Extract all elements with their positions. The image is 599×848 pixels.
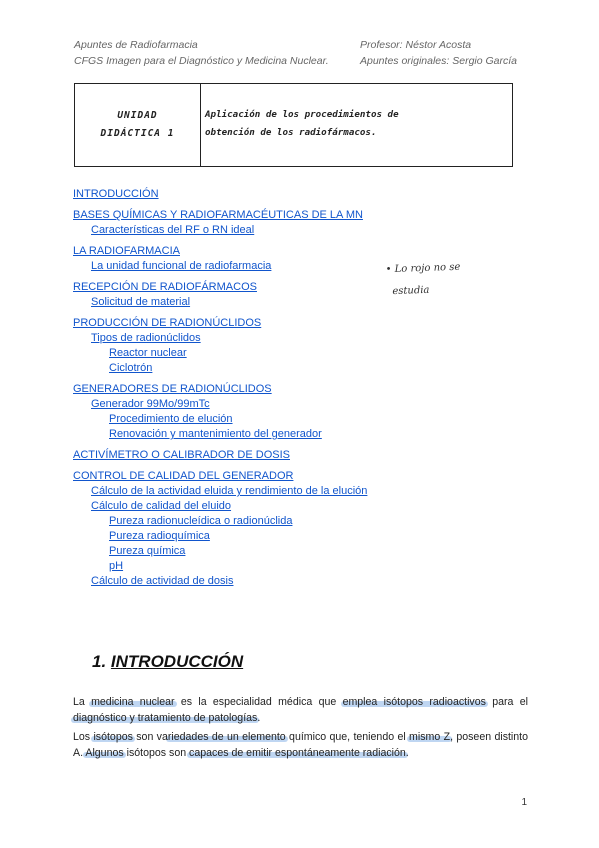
paragraph-isotopos — [73, 730, 528, 761]
toc-introduccion[interactable]: INTRODUCCIÓN — [73, 188, 159, 200]
toc-produccion[interactable]: PRODUCCIÓN DE RADIONÚCLIDOS — [73, 317, 262, 329]
header-left — [74, 37, 329, 69]
text: es la especialidad médica que — [174, 696, 343, 708]
unit-title-line2: obtención de los radiofármacos. — [205, 127, 377, 138]
toc-recepcion[interactable]: RECEPCIÓN DE RADIOFÁRMACOS — [73, 281, 257, 293]
highlight-diagnostico: diagnóstico y tratamiento de patologías — [73, 711, 258, 724]
toc-caracteristicas-rf[interactable]: Características del RF o RN ideal — [91, 224, 255, 236]
toc-generador-mo-tc[interactable]: Generador 99Mo/99mTc — [91, 398, 210, 410]
toc-calculo-actividad-dosis[interactable]: Cálculo de actividad de dosis — [91, 575, 234, 587]
section-number: 1. — [92, 652, 107, 671]
handwritten-note-line1: • Lo rojo no se — [385, 261, 461, 276]
toc-ciclotron[interactable]: Ciclotrón — [109, 362, 153, 374]
unit-label-cell — [75, 84, 201, 166]
text: Los — [73, 731, 94, 743]
unit-title-line1: Aplicación de los procedimientos de — [205, 109, 399, 120]
toc-calculo-calidad-eluido[interactable]: Cálculo de calidad del eluido — [91, 500, 232, 512]
highlight-algunos: Algunos — [85, 746, 124, 759]
toc-pureza-radioquimica[interactable]: Pureza radioquímica — [109, 530, 210, 542]
handwritten-note-line2: estudia — [392, 284, 430, 298]
toc-pureza-radionucleidica[interactable]: Pureza radionucleídica o radionúclida — [109, 515, 293, 527]
toc-control-calidad[interactable]: CONTROL DE CALIDAD DEL GENERADOR — [73, 470, 294, 482]
header-program: CFGS Imagen para el Diagnóstico y Medicina Nuclear. — [74, 55, 329, 67]
text: , poseen distinto A. — [73, 731, 529, 759]
highlight-mismo-z: mismo Z — [409, 731, 451, 743]
header-original-notes: Apuntes originales: Sergio García — [360, 55, 518, 67]
toc-generadores[interactable]: GENERADORES DE RADIONÚCLIDOS — [73, 383, 272, 395]
unit-label: UNIDAD — [117, 110, 158, 121]
toc-activimetro[interactable]: ACTIVÍMETRO O CALIBRADOR DE DOSIS — [73, 449, 290, 461]
toc-reactor-nuclear[interactable]: Reactor nuclear — [109, 347, 187, 359]
highlight-medicina-nuclear: medicina nuclear — [91, 696, 175, 708]
text: para el — [485, 696, 528, 708]
unit-number: DIDÁCTICA 1 — [100, 128, 175, 139]
toc-solicitud-material[interactable]: Solicitud de material — [91, 296, 191, 308]
toc-pureza-quimica[interactable]: Pureza química — [109, 545, 186, 557]
toc-ph[interactable]: pH — [109, 560, 124, 572]
toc-radiofarmacia[interactable]: LA RADIOFARMACIA — [73, 245, 180, 257]
highlight-isotopos: isótopos — [93, 731, 133, 743]
header-right — [360, 37, 517, 69]
page-number: 1 — [521, 797, 527, 808]
unit-title-cell — [201, 84, 512, 166]
text: La — [73, 696, 92, 708]
table-of-contents — [73, 188, 533, 587]
text: químico que, teniendo el — [285, 731, 410, 743]
paragraph-medicina-nuclear — [73, 695, 528, 726]
text: . — [257, 711, 261, 724]
toc-procedimiento-elucion[interactable]: Procedimiento de elución — [109, 413, 233, 425]
toc-calculo-actividad-eluida[interactable]: Cálculo de la actividad eluida y rendimiento de la elución — [91, 485, 368, 497]
section-heading — [92, 652, 243, 672]
highlight-emitir-radiacion: capaces de emitir espontáneamente radiación — [189, 746, 406, 759]
highlight-isotopos-radioactivos: emplea isótopos radioactivos — [342, 696, 486, 708]
toc-unidad-funcional[interactable]: La unidad funcional de radiofarmacia — [91, 260, 272, 272]
header-professor: Profesor: Néstor Acosta — [360, 39, 472, 51]
text: son va — [132, 731, 168, 743]
toc-tipos-radionuclidos[interactable]: Tipos de radionúclidos — [91, 332, 201, 344]
highlight-variedades-elemento: riedades de un elemento — [167, 731, 286, 743]
header-course: Apuntes de Radiofarmacia — [74, 39, 198, 51]
section-title: INTRODUCCIÓN — [110, 652, 244, 671]
handwritten-note — [385, 257, 461, 304]
text: . — [405, 746, 409, 759]
text: isótopos son — [123, 746, 190, 759]
unit-title-table — [74, 83, 513, 167]
toc-renovacion-mantenimiento[interactable]: Renovación y mantenimiento del generador — [109, 428, 322, 440]
toc-bases-quimicas[interactable]: BASES QUÍMICAS Y RADIOFARMACÉUTICAS DE LA MN — [73, 209, 363, 221]
